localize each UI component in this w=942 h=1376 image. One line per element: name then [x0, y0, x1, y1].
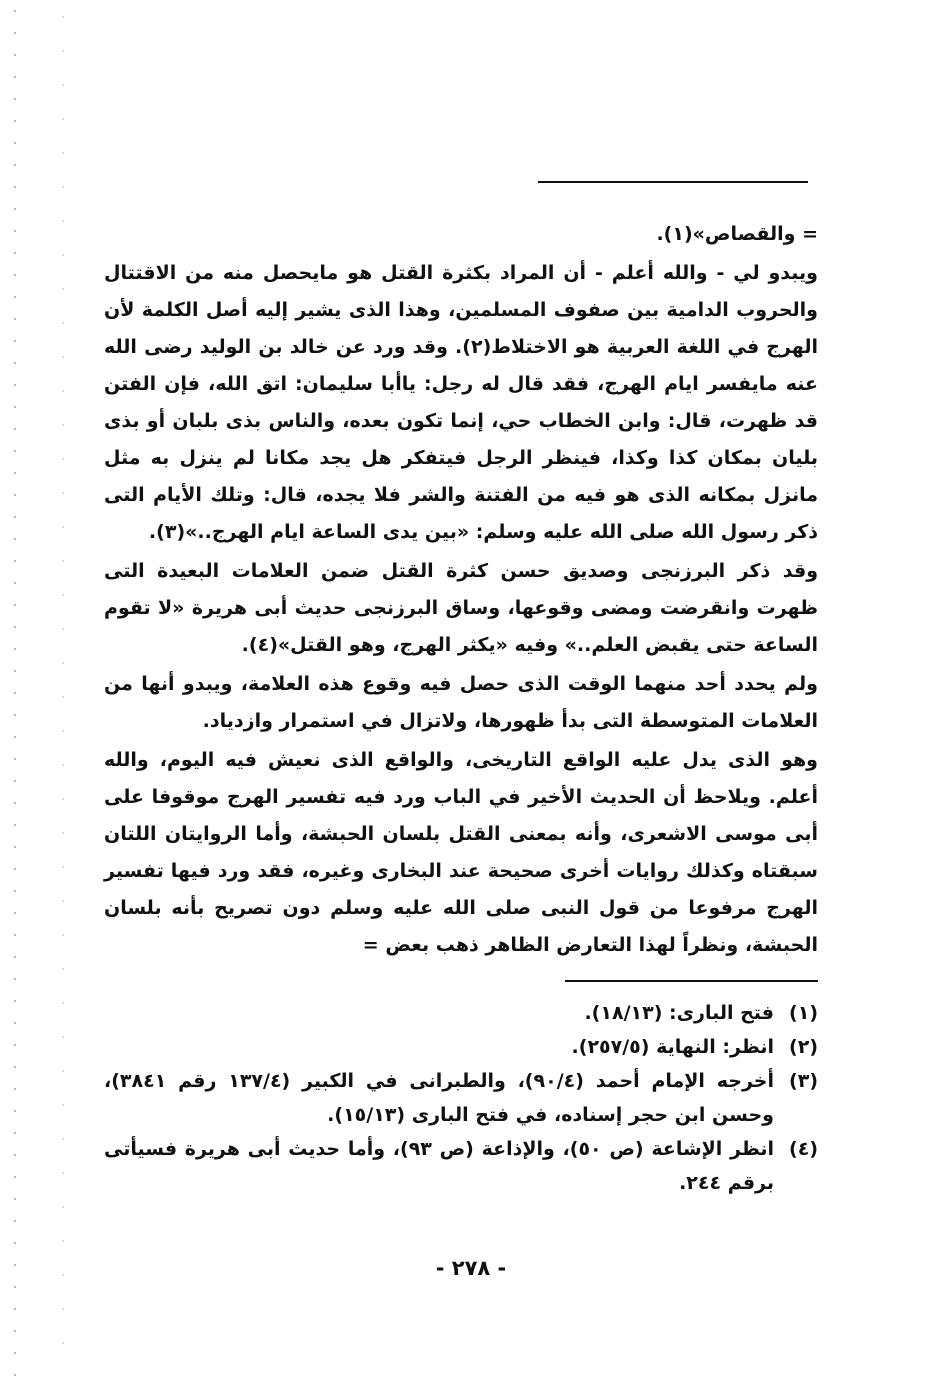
- paragraph-continuation: = والقصاص»(١).: [656, 223, 818, 245]
- paragraph-2: وقد ذكر البرزنجى وصديق حسن كثرة القتل ضمن العلامات البعيدة التى ظهرت وانقرضت ومضى وقوعها، وساق البرزنجى حديث أبى هريرة «لا تقوم الساعة حتى يقبض العلم..» وفيه «يكثر الهرج، وهو القتل»(٤).: [104, 560, 818, 656]
- footnote-2: [104, 1030, 818, 1064]
- footnote-text: انظر الإشاعة (ص ٥٠)، والإذاعة (ص ٩٣)، وأما حديث أبى هريرة فسيأتى برقم ٢٤٤.: [104, 1138, 774, 1194]
- scan-margin-dots: [14, 0, 16, 1376]
- footnote-number: (٢): [789, 1036, 818, 1058]
- paragraph-1: ويبدو لي - والله أعلم - أن المراد بكثرة القتل هو مايحصل منه من الاقتتال والحروب الدامية بين صفوف المسلمين، وهذا الذى يشير إليه أصل الكلمة لأن الهرج في اللغة العربية هو الاختلاط(٢). وقد ورد عن خالد بن الوليد رضى الله عنه مايفسر ايام الهرج، فقد قال له رجل: ياأبا سليمان: اتق الله، فإن الفتن قد ظهرت، قال: وابن الخطاب حي، إنما تكون بعده، والناس بذى بلبان أو بذى بليان بمكان كذا وكذا، فينظر الرجل فيتفكر هل يجد مكانا لم ينزل به مثل مانزل بمكانه الذى هو فيه من الفتنة والشر فلا يجده، قال: وتلك الأيام التى ذكر رسول الله صلى الله عليه وسلم: «بين يدى الساعة ايام الهرج..»(٣).: [104, 262, 818, 543]
- paragraph-4: وهو الذى يدل عليه الواقع التاريخى، والواقع الذى نعيش فيه اليوم، والله أعلم. ويلاحظ أن الحديث الأخير في الباب ورد فيه تفسير الهرج موقوفا على أبى موسى الاشعرى، وأنه بمعنى القتل بلسان الحبشة، وأما الروايتان اللتان سبقتاه وكذلك روايات أخرى صحيحة عند البخارى وغيره، فقد ورد فيها تفسير الهرج مرفوعا من قول النبى صلى الله عليه وسلم دون تصريح بأنه بلسان الحبشة، ونظراً لهذا التعارض الظاهر ذهب بعض =: [104, 749, 818, 956]
- footnote-text: انظر: النهاية (٢٥٧/٥).: [571, 1036, 774, 1058]
- footnote-number: (٤): [789, 1138, 818, 1160]
- page-number: - ٢٧٨ -: [435, 1256, 507, 1280]
- footnote-separator-rule: [565, 980, 818, 982]
- footnote-1: [104, 996, 818, 1030]
- footnote-4: [104, 1132, 818, 1200]
- scan-margin-dots-inner: [62, 0, 64, 1376]
- footnotes: [104, 996, 818, 1200]
- main-text: [104, 216, 818, 964]
- footnote-number: (١): [789, 1002, 818, 1024]
- top-separator-rule: [538, 181, 808, 183]
- footnote-text: فتح البارى: (١٨/١٣).: [584, 1002, 774, 1024]
- footnote-3: [104, 1064, 818, 1132]
- paragraph-3: ولم يحدد أحد منهما الوقت الذى حصل فيه وقوع هذه العلامة، ويبدو أنها من العلامات المتوسطة التى بدأ ظهورها، ولاتزال في استمرار وازدياد.: [104, 673, 818, 732]
- footnote-text: أخرجه الإمام أحمد (٩٠/٤)، والطبرانى في الكبير (١٣٧/٤ رقم ٣٨٤١)، وحسن ابن حجر إسناده، في فتح البارى (١٥/١٣).: [104, 1070, 775, 1126]
- footnote-number: (٣): [789, 1070, 818, 1092]
